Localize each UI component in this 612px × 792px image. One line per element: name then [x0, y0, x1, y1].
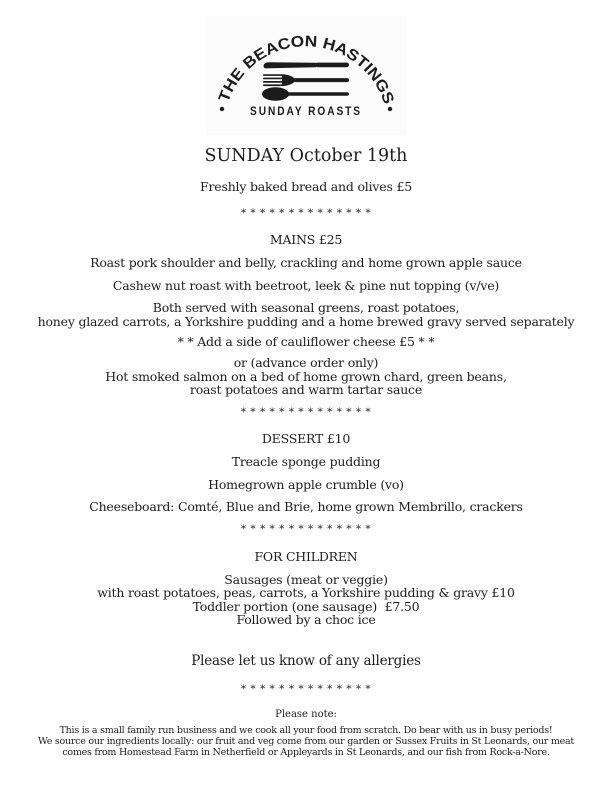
- logo-graphic: [206, 15, 406, 135]
- logo-arc-textpath: THE BEACON HASTINGS: [215, 33, 397, 106]
- advance-order-line: Hot smoked salmon on a bed of home grown chard, green beans,: [105, 368, 507, 384]
- asterisk-divider: * * * * * * * * * * * * * *: [240, 682, 372, 695]
- footer-note-heading: Please note:: [275, 708, 337, 720]
- dessert-item-treacle: Treacle sponge pudding: [231, 453, 381, 469]
- asterisk-divider: * * * * * * * * * * * * * *: [240, 207, 372, 219]
- fork-icon: [263, 74, 349, 86]
- mains-side-offer: * * Add a side of cauliflower cheese £5 * *: [177, 334, 435, 349]
- dessert-heading: DESSERT £10: [261, 430, 351, 446]
- fine-print-line: This is a small family run business and we cook all your food from scratch. Do bear with us in busy periods!: [59, 724, 553, 736]
- asterisk-divider: * * * * * * * * * * * * * *: [240, 405, 372, 418]
- children-heading: FOR CHILDREN: [254, 548, 358, 564]
- spoon-icon: [262, 87, 349, 101]
- advance-order-line: or (advance order only): [233, 355, 379, 370]
- mains-heading: MAINS £25: [269, 232, 343, 247]
- fine-print-line: comes from Homestead Farm in Netherfield or Appleyards in St Leonards, and our fish from Rock-a-Nore.: [62, 746, 550, 758]
- asterisk-divider: * * * * * * * * * * * * * *: [240, 522, 372, 535]
- children-line: Followed by a choc ice: [236, 612, 376, 627]
- restaurant-logo: [206, 15, 406, 135]
- mains-advance-order: [0, 356, 612, 397]
- children-line: Toddler portion (one sausage) £7.50: [192, 598, 420, 614]
- fine-print-line: We source our ingredients locally: our fruit and veg come from our garden or Sussex Fruits in St Leonards, our meat: [38, 735, 574, 747]
- children-menu: [0, 573, 612, 627]
- children-line: with roast potatoes, peas, carrots, a Yorkshire pudding & gravy £10: [97, 585, 515, 600]
- mains-item-cashew: Cashew nut roast with beetroot, leek & pine nut topping (v/ve): [112, 278, 500, 293]
- allergies-note: Please let us know of any allergies: [191, 652, 421, 669]
- mains-item-pork: Roast pork shoulder and belly, crackling and home grown apple sauce: [90, 255, 522, 270]
- footer-fine-print: [0, 725, 612, 758]
- mains-serving-note: [0, 301, 612, 328]
- children-line: Sausages (meat or veggie): [224, 571, 388, 587]
- dessert-item-cheeseboard: Cheeseboard: Comté, Blue and Brie, home grown Membrillo, crackers: [89, 498, 523, 514]
- intro-item: Freshly baked bread and olives £5: [200, 179, 412, 194]
- logo-dot-right: [388, 107, 392, 111]
- dessert-item-crumble: Homegrown apple crumble (vo): [208, 476, 404, 492]
- knife-icon: [264, 62, 349, 68]
- serving-note-line: honey glazed carrots, a Yorkshire pudding and a home brewed gravy served separately: [37, 313, 575, 329]
- menu-date-title: SUNDAY October 19th: [204, 146, 408, 166]
- logo-subtitle: SUNDAY ROASTS: [250, 106, 362, 118]
- logo-dot-left: [220, 107, 224, 111]
- serving-note-line: Both served with seasonal greens, roast potatoes,: [152, 300, 460, 315]
- advance-order-line: roast potatoes and warm tartar sauce: [189, 382, 423, 397]
